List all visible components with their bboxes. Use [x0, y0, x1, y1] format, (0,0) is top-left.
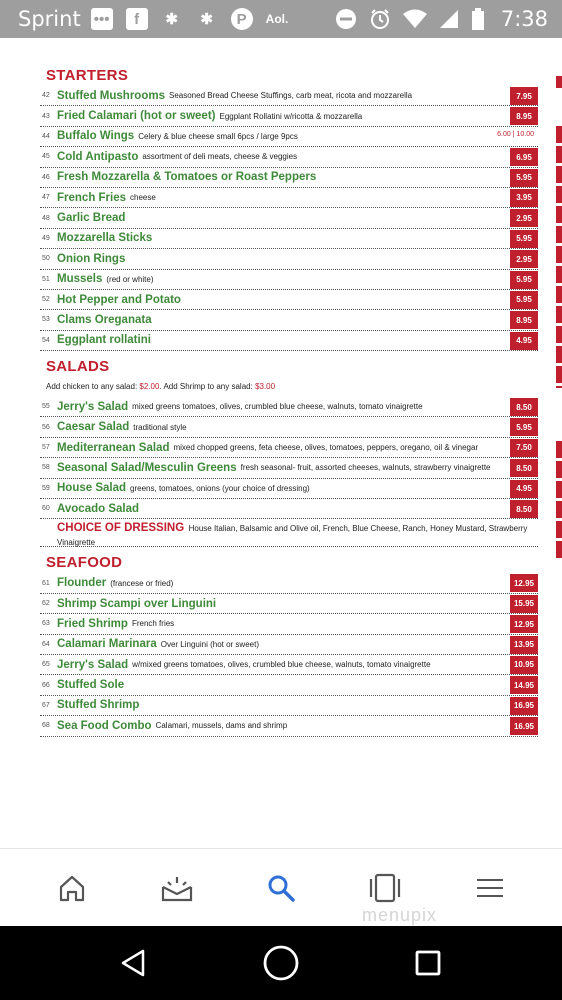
item-name: Fried Shrimp	[57, 617, 128, 630]
item-description: Seasoned Bread Cheese Stuffings, carb meat, ricota and mozzarella	[168, 91, 413, 101]
item-number: 65	[42, 661, 50, 669]
item-description: (francese or fried)	[110, 578, 174, 588]
item-number: 49	[42, 234, 50, 242]
item-price: 12.95	[510, 574, 538, 592]
menu-page[interactable]	[0, 38, 562, 848]
item-price: 10.95	[510, 656, 538, 674]
menu-item-row	[40, 249, 538, 269]
item-price: 13.95	[510, 636, 538, 654]
dressing-options: House Italian, Balsamic and Olive oil, French, Blue Cheese, Ranch, Honey Mustard, Strawberry Vinaigrette	[57, 524, 528, 548]
menu-item-row	[40, 208, 538, 228]
item-name: Fresh Mozzarella & Tomatoes or Roast Peppers	[57, 171, 317, 184]
seafood-list	[40, 573, 538, 736]
back-icon	[119, 948, 149, 978]
menu-item-row	[40, 86, 538, 106]
item-name: Stuffed Mushrooms	[57, 89, 165, 102]
item-name: Onion Rings	[57, 252, 126, 265]
do-not-disturb-icon	[335, 8, 357, 30]
item-description: fresh seasonal- fruit, assorted cheeses, walnuts, strawberry vinaigrette	[240, 463, 491, 473]
item-number: 63	[42, 620, 50, 628]
item-number: 51	[42, 275, 50, 283]
item-description: French fries	[131, 619, 175, 629]
item-price: 16.95	[510, 717, 538, 735]
message-icon: •••	[91, 8, 113, 30]
wifi-icon	[403, 9, 427, 29]
item-name: French Fries	[57, 191, 127, 204]
item-name: Sea Food Combo	[57, 719, 152, 732]
item-description: w/mixed greens tomatoes, olives, crumbled blue cheese, walnuts, tomato vinaigrette	[132, 660, 431, 670]
item-number: 44	[42, 132, 50, 140]
dressing-title: CHOICE OF DRESSING	[57, 522, 185, 535]
item-price: 15.95	[510, 595, 538, 613]
item-description: Over Linguini (hot or sweet)	[160, 639, 259, 649]
item-description: greens, tomatoes, onions (your choice of dressing)	[130, 483, 310, 493]
item-description: Celery & blue cheese small 6pcs / large 9pcs	[138, 131, 298, 141]
item-price: 3.95	[510, 189, 538, 207]
gallery-icon	[368, 872, 402, 904]
section-title-seafood: SEAFOOD	[46, 554, 123, 572]
next-column-edge	[549, 38, 562, 848]
item-price: 8.50	[510, 500, 538, 518]
item-description: cheese	[130, 193, 156, 203]
item-price-sizes: 6.00 | 10.00	[497, 130, 534, 138]
menu-item-row	[40, 168, 538, 188]
nav-menu[interactable]	[470, 868, 510, 908]
section-title-starters: STARTERS	[46, 67, 129, 84]
item-number: 43	[42, 112, 50, 120]
home-button[interactable]	[257, 939, 305, 987]
signal-icon	[439, 9, 459, 29]
item-price: 8.95	[510, 107, 538, 125]
menu-item-row	[40, 655, 538, 675]
item-name: Hot Pepper and Potato	[57, 293, 181, 306]
item-name: Jerry's Salad	[57, 400, 129, 413]
item-name: Caesar Salad	[57, 421, 130, 434]
item-number: 57	[42, 444, 50, 452]
item-name: Flounder	[57, 577, 107, 590]
menu-item-row	[40, 479, 538, 499]
system-icons	[335, 7, 548, 31]
item-description: mixed chopped greens, feta cheese, olives, tomatoes, peppers, oregano, oil & vinegar	[173, 443, 479, 453]
item-number: 45	[42, 153, 50, 161]
item-number: 64	[42, 640, 50, 648]
item-name: House Salad	[57, 482, 127, 495]
dressing-choice	[40, 519, 538, 547]
item-price: 2.95	[510, 250, 538, 268]
nav-inbox[interactable]	[157, 868, 197, 908]
item-name: Seasonal Salad/Mesculin Greens	[57, 461, 237, 474]
menu-item-row	[40, 716, 538, 736]
menu-column	[40, 66, 538, 737]
item-price: 7.95	[510, 87, 538, 105]
yelp-icon: ✱	[165, 11, 178, 28]
back-button[interactable]	[110, 939, 158, 987]
item-name: Stuffed Shrimp	[57, 699, 140, 712]
item-price: 8.50	[510, 459, 538, 477]
item-description: assortment of deli meats, cheese & veggies	[142, 152, 298, 162]
pinterest-icon: P	[231, 8, 253, 30]
item-name: Jerry's Salad	[57, 658, 129, 671]
menu-item-row	[40, 573, 538, 593]
item-number: 53	[42, 316, 50, 324]
facebook-icon: f	[126, 8, 148, 30]
item-price: 4.95	[510, 480, 538, 498]
item-price: 2.95	[510, 209, 538, 227]
carrier-name: Sprint	[18, 7, 81, 31]
battery-icon	[471, 8, 485, 30]
item-price: 5.95	[510, 271, 538, 289]
menu-item-row	[40, 397, 538, 417]
menu-item-row	[40, 310, 538, 330]
menu-item-row	[40, 635, 538, 655]
menu-item-row	[40, 331, 538, 351]
item-price: 14.95	[510, 676, 538, 694]
menu-item-row	[40, 696, 538, 716]
item-name: Cold Antipasto	[57, 150, 139, 163]
item-price: 12.95	[510, 615, 538, 633]
salads-list	[40, 397, 538, 519]
recents-icon	[414, 949, 442, 977]
item-number: 58	[42, 464, 50, 472]
menu-item-row	[40, 106, 538, 126]
nav-home[interactable]	[52, 868, 92, 908]
item-price: 5.95	[510, 418, 538, 436]
item-price: 5.95	[510, 230, 538, 248]
item-number: 66	[42, 681, 50, 689]
item-name: Calamari Marinara	[57, 638, 157, 651]
section-title-salads: SALADS	[46, 358, 110, 376]
item-name: Fried Calamari (hot or sweet)	[57, 110, 216, 123]
nav-search[interactable]	[261, 868, 301, 908]
item-description: traditional style	[133, 422, 187, 432]
item-number: 56	[42, 423, 50, 431]
item-number: 50	[42, 255, 50, 263]
item-number: 61	[42, 579, 50, 587]
item-description: Calamari, mussels, dams and shrimp	[155, 721, 288, 731]
item-number: 60	[42, 505, 50, 513]
item-name: Mussels	[57, 273, 103, 286]
menu-item-row	[40, 188, 538, 208]
menu-item-row	[40, 614, 538, 634]
item-number: 55	[42, 403, 50, 411]
item-name: Shrimp Scampi over Linguini	[57, 597, 217, 610]
menu-item-row	[40, 438, 538, 458]
item-price: 4.95	[510, 332, 538, 350]
item-number: 62	[42, 600, 50, 607]
item-description: (red or white)	[106, 274, 154, 284]
menu-item-row	[40, 417, 538, 437]
home-circle-icon	[262, 944, 300, 982]
menu-item-row	[40, 290, 538, 310]
item-number: 47	[42, 194, 50, 202]
salad-addon-note: Add chicken to any salad: $2.00. Add Shrimp to any salad: $3.00	[46, 382, 276, 392]
app-bottom-nav	[0, 848, 562, 926]
menu-icon	[475, 876, 505, 900]
item-price: 8.95	[510, 311, 538, 329]
item-number: 59	[42, 484, 50, 492]
item-number: 67	[42, 701, 50, 709]
item-price: 7.50	[510, 439, 538, 457]
item-price: 5.95	[510, 291, 538, 309]
nav-gallery[interactable]	[365, 868, 405, 908]
clock: 7:38	[500, 7, 548, 31]
alarm-icon	[369, 8, 391, 30]
item-name: Clams Oreganata	[57, 313, 152, 326]
home-icon	[57, 873, 87, 903]
item-price: 5.95	[510, 169, 538, 187]
menu-item-row	[40, 270, 538, 290]
item-number: 48	[42, 214, 50, 222]
menu-item-row	[40, 594, 538, 614]
menu-item-row	[40, 458, 538, 478]
menu-item-row	[40, 675, 538, 695]
item-number: 68	[42, 722, 50, 730]
menu-item-row	[40, 499, 538, 519]
item-name: Mediterranean Salad	[57, 441, 170, 454]
watermark: menupix	[361, 905, 437, 925]
item-number: 54	[42, 336, 50, 344]
search-icon	[266, 873, 296, 903]
recents-button[interactable]	[404, 939, 452, 987]
item-description: mixed greens tomatoes, olives, crumbled blue cheese, walnuts, tomato vinaigrette	[132, 402, 423, 412]
item-description: Eggplant Rollatini w/ricotta & mozzarella	[219, 111, 363, 121]
item-name: Stuffed Sole	[57, 679, 125, 692]
status-bar	[0, 0, 562, 38]
inbox-icon	[160, 873, 194, 903]
item-price: 16.95	[510, 697, 538, 715]
item-number: 52	[42, 296, 50, 304]
item-name: Avocado Salad	[57, 502, 140, 515]
starters-list	[40, 86, 538, 351]
menu-item-row	[40, 127, 538, 147]
item-price: 6.95	[510, 148, 538, 166]
item-number: 46	[42, 173, 50, 181]
system-nav-bar	[0, 926, 562, 1000]
item-name: Eggplant rollatini	[57, 334, 151, 347]
item-name: Mozzarella Sticks	[57, 232, 153, 245]
item-price: 8.50	[510, 398, 538, 416]
notification-icons	[91, 8, 289, 30]
item-number: 42	[42, 92, 50, 100]
yelp-icon: ✱	[200, 11, 213, 28]
menu-item-row	[40, 229, 538, 249]
item-name: Buffalo Wings	[57, 130, 135, 143]
aol-icon: Aol.	[265, 12, 289, 26]
item-name: Garlic Bread	[57, 212, 126, 225]
menu-item-row	[40, 147, 538, 167]
